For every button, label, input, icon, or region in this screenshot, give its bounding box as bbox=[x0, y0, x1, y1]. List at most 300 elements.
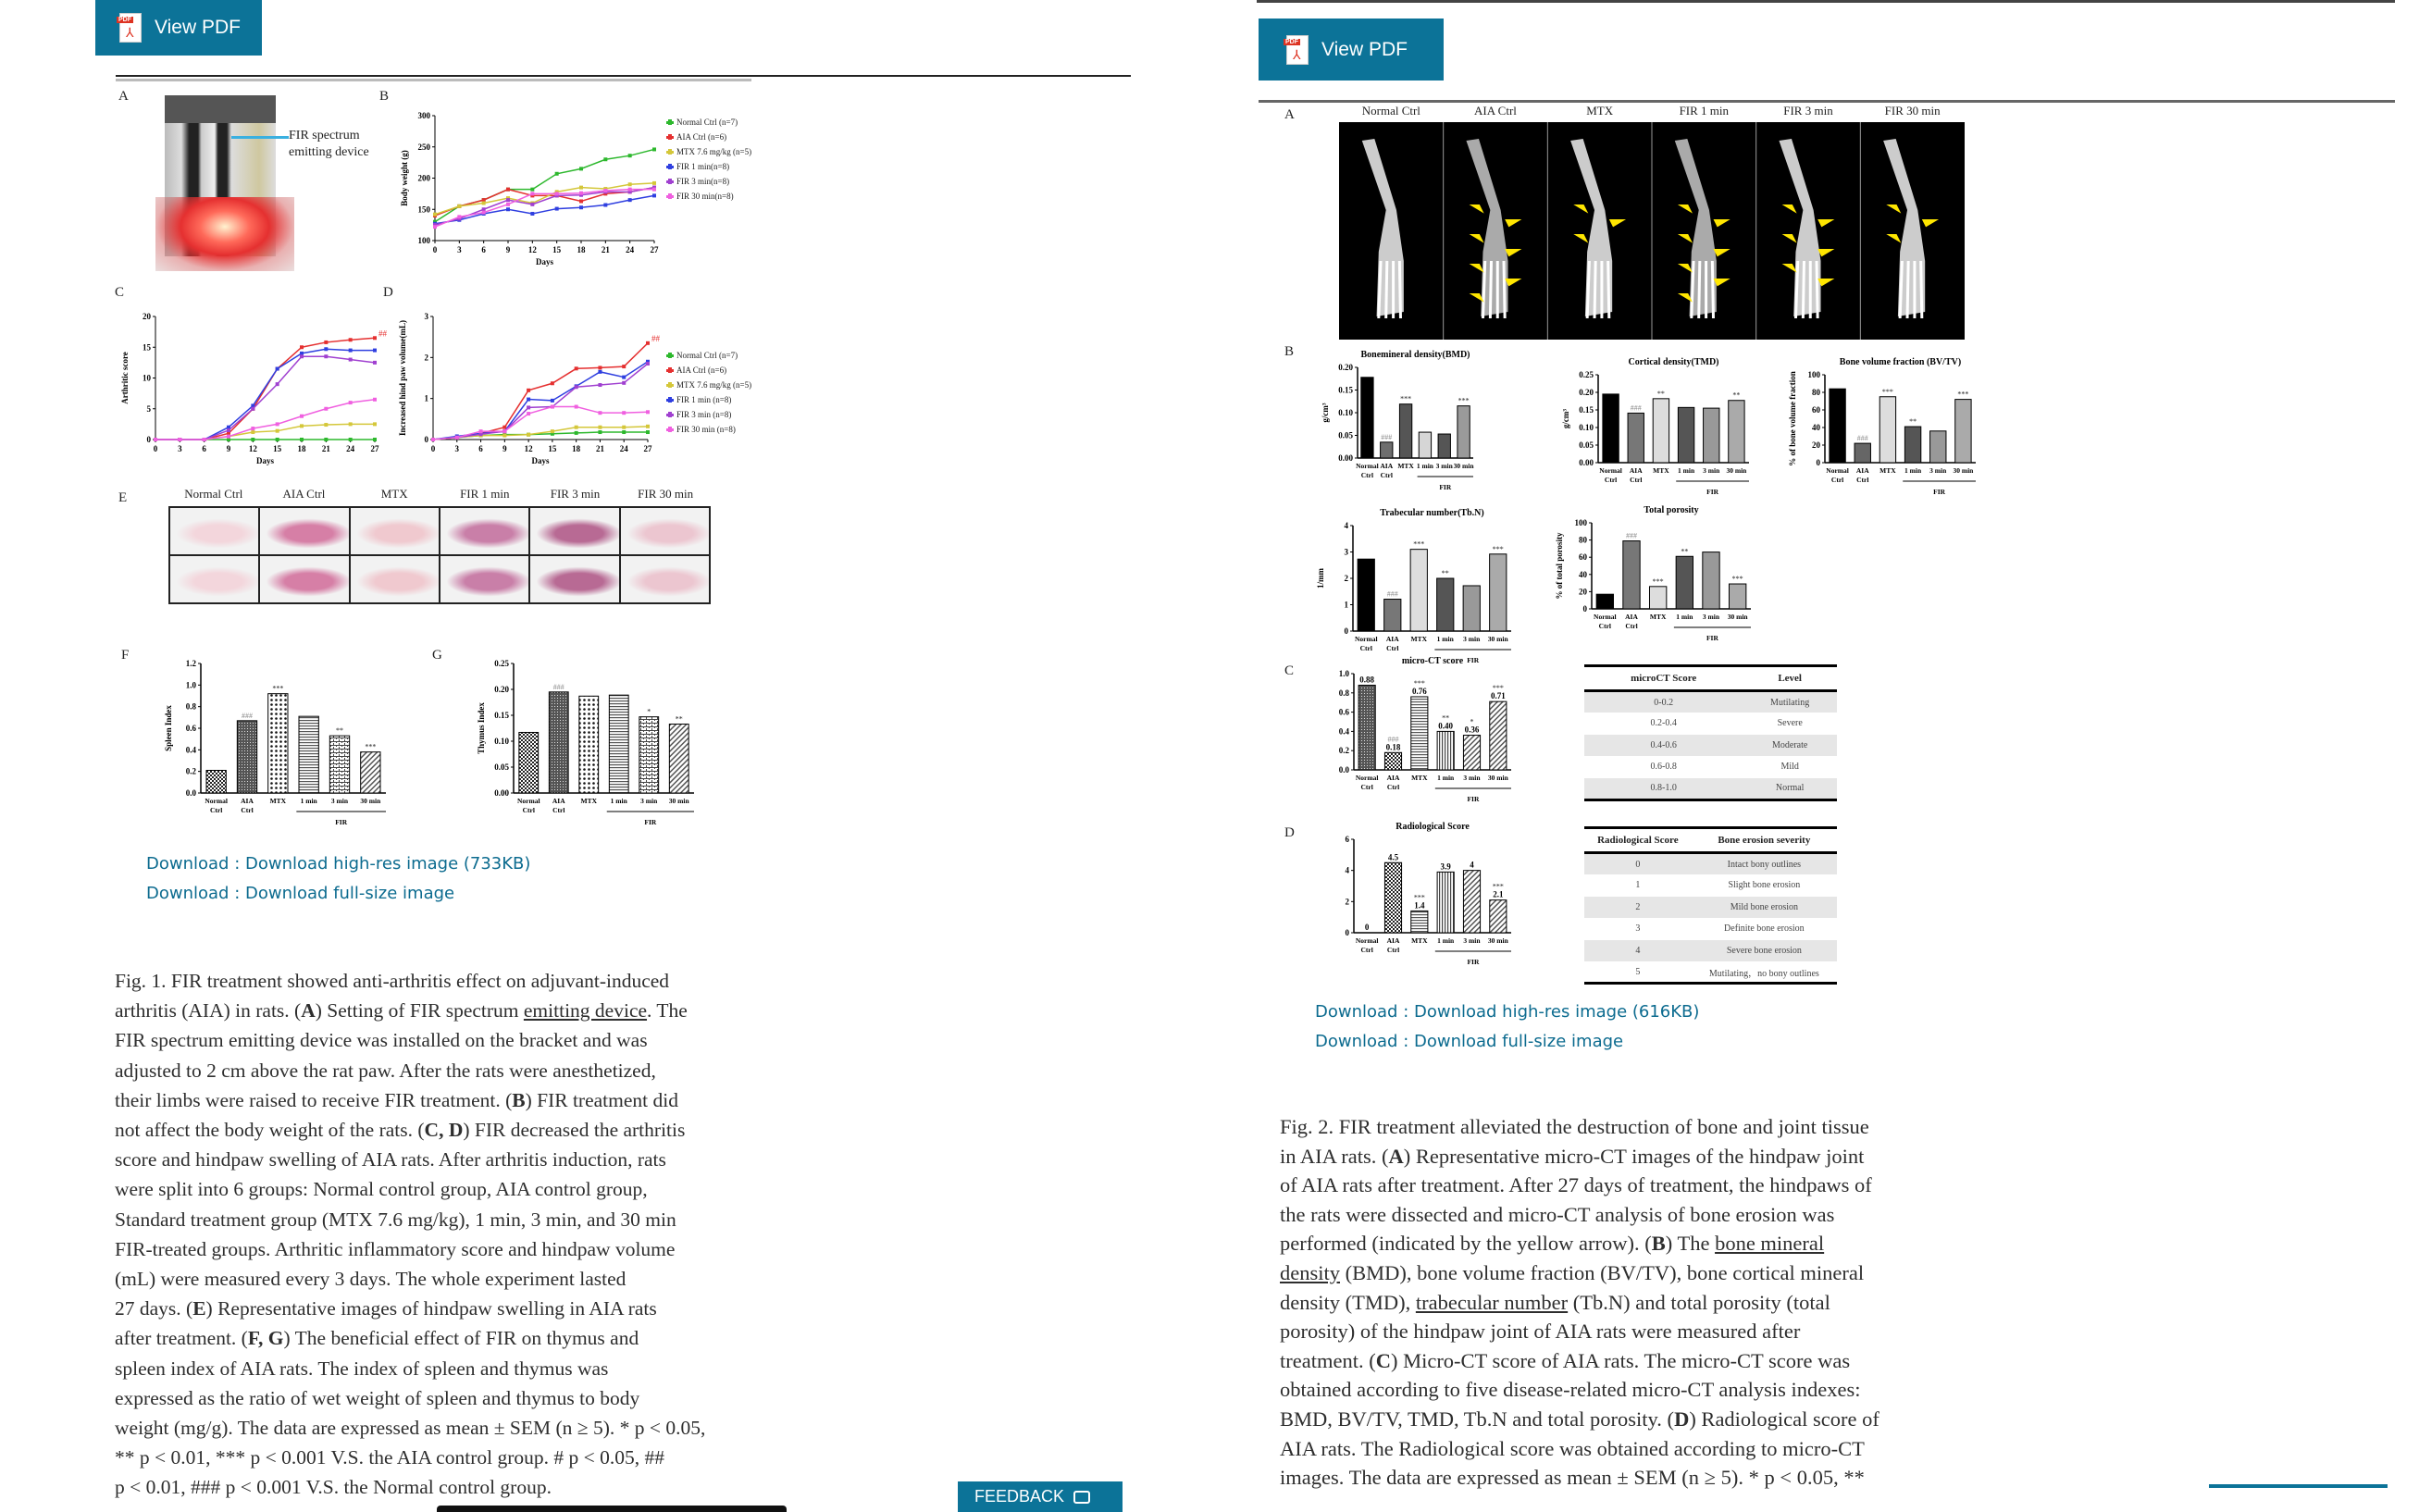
bar bbox=[1955, 400, 1971, 463]
y-tick-label: 300 bbox=[417, 111, 430, 120]
category-label: Normal bbox=[1354, 635, 1378, 643]
data-point bbox=[555, 192, 559, 195]
caption-text: after treatment. ( bbox=[115, 1327, 248, 1350]
value-label: 2.1 bbox=[1493, 889, 1504, 899]
download-full-size-link[interactable]: Download : Download full-size image bbox=[1315, 1032, 1624, 1051]
y-tick-label: 20 bbox=[143, 312, 151, 321]
caption-text: spleen index of AIA rats. The index of spleen and thymus was bbox=[115, 1357, 609, 1380]
category-label: MTX bbox=[1411, 936, 1428, 945]
data-point bbox=[300, 354, 304, 358]
caption-line bbox=[1280, 1288, 1879, 1318]
download-full-size-link[interactable]: Download : Download full-size image bbox=[146, 884, 455, 903]
y-tick-label: 1.2 bbox=[185, 659, 196, 668]
caption-text: ** p < 0.01, *** p < 0.001 V.S. the AIA control group. # p < 0.05, ## bbox=[115, 1446, 664, 1469]
caption-text: the rats were dissected and micro-CT analysis of bone erosion was bbox=[1280, 1202, 1835, 1226]
significance-label: *** bbox=[1492, 882, 1504, 891]
category-label: Normal bbox=[1356, 462, 1379, 470]
category-label: AIA bbox=[1625, 613, 1638, 621]
data-point bbox=[652, 188, 656, 192]
data-point bbox=[300, 345, 304, 349]
data-point bbox=[506, 203, 510, 206]
x-tick-label: 6 bbox=[478, 444, 483, 453]
x-axis-label: Days bbox=[531, 456, 550, 465]
chart-title: Cortical density(TMD) bbox=[1628, 357, 1719, 367]
fir-device-photo bbox=[165, 95, 276, 256]
x-tick-label: 27 bbox=[370, 444, 379, 453]
data-point bbox=[622, 376, 626, 379]
bar bbox=[1830, 389, 1845, 463]
bar bbox=[609, 695, 628, 793]
y-tick-label: 0.2 bbox=[1338, 746, 1349, 756]
table-row bbox=[1584, 713, 1837, 735]
group-header: FIR 30 min bbox=[638, 487, 694, 501]
table-cell: 3 bbox=[1635, 923, 1641, 935]
y-tick-label: 0.25 bbox=[1579, 370, 1594, 379]
category-label: Ctrl bbox=[1360, 471, 1374, 479]
bar bbox=[1381, 442, 1393, 458]
data-point bbox=[603, 204, 607, 207]
glossary-link[interactable]: trabecular number bbox=[1415, 1290, 1569, 1314]
category-label: AIA bbox=[552, 797, 565, 805]
value-label: 0.18 bbox=[1385, 742, 1401, 752]
caption-line bbox=[115, 1472, 705, 1502]
caption-line bbox=[1280, 1375, 1879, 1405]
significance-label: *** bbox=[1881, 387, 1893, 396]
table-row bbox=[1584, 735, 1837, 757]
digit-bone bbox=[1399, 261, 1400, 318]
y-tick-label: 1 bbox=[424, 393, 428, 403]
y-tick-label: 0.4 bbox=[1338, 726, 1349, 737]
x-tick-label: 15 bbox=[552, 245, 562, 254]
data-point bbox=[530, 192, 534, 195]
hindpaw-photo bbox=[621, 508, 709, 554]
paw-volume-chart bbox=[387, 307, 660, 472]
caption-line bbox=[1280, 1171, 1879, 1200]
y-tick-label: 5 bbox=[146, 403, 151, 414]
bar bbox=[1438, 434, 1450, 458]
category-label: 1 min bbox=[1678, 466, 1695, 475]
table-cell: Severe bone erosion bbox=[1692, 940, 1837, 962]
data-point bbox=[622, 365, 626, 368]
y-tick-label: 40 bbox=[1579, 569, 1587, 579]
chart-title: Radiological Score bbox=[1396, 822, 1470, 832]
category-label: 30 min bbox=[1453, 462, 1474, 470]
caption-line bbox=[115, 1145, 705, 1174]
data-point bbox=[579, 199, 583, 203]
y-tick-label: 0.25 bbox=[494, 659, 509, 668]
micro-ct-score-chart bbox=[1311, 651, 1515, 809]
caption-text: (BMD), bone volume fraction (BV/TV), bone cortical mineral bbox=[1340, 1260, 1865, 1284]
category-label: Ctrl bbox=[210, 806, 223, 814]
y-tick-label: 2 bbox=[424, 353, 428, 363]
view-pdf-label: View PDF bbox=[155, 17, 241, 38]
data-point bbox=[324, 423, 328, 427]
caption-text: D bbox=[1674, 1407, 1690, 1431]
significance-label: *** bbox=[1731, 575, 1743, 584]
data-point bbox=[527, 405, 530, 409]
category-label: 1 min bbox=[1436, 635, 1454, 643]
chart-title: Bonemineral density(BMD) bbox=[1360, 350, 1470, 360]
caption-text: porosity) of the hindpaw joint of AIA rats were measured after bbox=[1280, 1320, 1801, 1344]
table-cell: 4 bbox=[1584, 940, 1692, 962]
y-tick-label: 0.00 bbox=[1338, 453, 1353, 463]
tmd-chart bbox=[1556, 353, 1753, 502]
x-tick-label: 12 bbox=[527, 245, 537, 254]
data-point bbox=[455, 436, 459, 440]
data-point bbox=[622, 430, 626, 434]
category-label: 3 min bbox=[1929, 466, 1947, 475]
significance-label: ### bbox=[1626, 531, 1637, 540]
category-label: 3 min bbox=[330, 797, 349, 805]
caption-text: images. The data are expressed as mean ± SEM (n ≥ 5). * p < 0.05, ** bbox=[1280, 1466, 1865, 1490]
category-label: 3 min bbox=[1463, 774, 1481, 782]
caption-text: (mL) were measured every 3 days. The whole experiment lasted bbox=[115, 1268, 626, 1291]
caption-text: Fig. 1. FIR treatment showed anti-arthritis effect on adjuvant-induced bbox=[115, 970, 670, 992]
y-tick-label: 100 bbox=[417, 236, 430, 245]
data-point bbox=[276, 382, 279, 386]
group-label: FIR bbox=[644, 818, 657, 826]
table-row bbox=[1584, 756, 1837, 778]
bar bbox=[1623, 541, 1640, 609]
y-tick-label: 100 bbox=[1807, 370, 1820, 379]
glossary-link[interactable]: bone mineral bbox=[1715, 1232, 1825, 1256]
category-label: 1 min bbox=[1437, 936, 1455, 945]
total-porosity-chart bbox=[1549, 501, 1755, 648]
caption-text: AIA rats. The Radiological score was obtained according to micro-CT bbox=[1280, 1436, 1865, 1460]
bar bbox=[1410, 550, 1427, 631]
table-row bbox=[1584, 918, 1837, 940]
caption-line bbox=[1280, 1434, 1879, 1464]
data-point bbox=[575, 426, 578, 429]
bar bbox=[1703, 552, 1719, 609]
data-point bbox=[276, 438, 279, 441]
bar bbox=[579, 696, 599, 793]
category-label: AIA bbox=[1385, 635, 1399, 643]
category-label: MTX bbox=[1410, 635, 1427, 643]
group-header: FIR 3 min bbox=[1783, 104, 1833, 118]
y-tick-label: 0.20 bbox=[1579, 388, 1594, 397]
y-tick-label: 0.0 bbox=[1338, 765, 1349, 775]
series-line bbox=[155, 400, 375, 440]
feedback-button[interactable] bbox=[958, 1481, 1123, 1512]
hindpaw-photo bbox=[530, 508, 618, 554]
y-tick-label: 2 bbox=[1345, 897, 1349, 907]
digit-bone bbox=[1490, 261, 1491, 318]
bar bbox=[549, 692, 568, 793]
data-point bbox=[652, 181, 656, 185]
category-label: Ctrl bbox=[1386, 644, 1399, 652]
data-point bbox=[324, 438, 328, 441]
caption-text: their limbs were raised to receive FIR treatment. ( bbox=[115, 1088, 513, 1111]
x-tick-label: 3 bbox=[457, 245, 462, 254]
category-label: 3 min bbox=[1463, 936, 1481, 945]
value-label: 0.71 bbox=[1490, 691, 1506, 701]
bar bbox=[1649, 587, 1666, 609]
caption-text: Fig. 2. FIR treatment alleviated the destruction of bone and joint tissue bbox=[1280, 1115, 1869, 1138]
y-tick-label: 0.15 bbox=[1338, 385, 1353, 395]
category-label: MTX bbox=[269, 797, 287, 805]
caption-text: in AIA rats. ( bbox=[1280, 1144, 1389, 1168]
table-cell: Moderate bbox=[1743, 735, 1837, 757]
panel-label-c: C bbox=[115, 285, 125, 300]
data-point bbox=[622, 411, 626, 415]
legend-item: MTX 7.6 mg/kg (n=5) bbox=[666, 378, 751, 392]
caption-text: expressed as the ratio of wet weight of spleen and thymus to body bbox=[115, 1386, 640, 1409]
caption-text: A bbox=[1388, 1144, 1404, 1168]
data-point bbox=[527, 412, 530, 415]
x-tick-label: 6 bbox=[202, 444, 206, 453]
x-tick-label: 21 bbox=[321, 444, 330, 453]
x-tick-label: 18 bbox=[572, 444, 581, 453]
category-label: Ctrl bbox=[1380, 471, 1393, 479]
y-tick-label: 60 bbox=[1812, 405, 1820, 415]
bvtv-chart bbox=[1782, 353, 1979, 502]
thymus-index-chart bbox=[471, 656, 698, 832]
data-point bbox=[555, 172, 559, 176]
data-point bbox=[433, 213, 437, 217]
category-label: Ctrl bbox=[1598, 622, 1611, 630]
value-label: 0.76 bbox=[1411, 686, 1427, 696]
category-label: 30 min bbox=[1487, 774, 1508, 782]
data-point bbox=[373, 438, 377, 441]
legend-item: FIR 3 min(n=8) bbox=[666, 174, 751, 189]
group-header: FIR 30 min bbox=[1884, 104, 1941, 118]
bar bbox=[1384, 862, 1401, 933]
x-tick-label: 6 bbox=[481, 245, 486, 254]
legend-item: FIR 1 min(n=8) bbox=[666, 159, 751, 174]
caption-line bbox=[1280, 1258, 1879, 1288]
data-point bbox=[628, 198, 632, 202]
group-label: FIR bbox=[1467, 958, 1480, 966]
significance-label: *** bbox=[1413, 893, 1425, 902]
y-tick-label: 0.00 bbox=[494, 788, 509, 798]
data-point bbox=[603, 189, 607, 192]
y-tick-label: 0.05 bbox=[494, 762, 509, 772]
glossary-link[interactable]: density bbox=[1280, 1260, 1340, 1284]
x-tick-label: 3 bbox=[178, 444, 182, 453]
caption-line bbox=[115, 1413, 705, 1443]
data-point bbox=[646, 341, 650, 345]
hindpaw-photo bbox=[351, 556, 439, 602]
category-label: Ctrl bbox=[241, 806, 254, 814]
significance-label: ### bbox=[242, 711, 253, 720]
category-label: AIA bbox=[1380, 462, 1394, 470]
caption-text: obtained according to five disease-related micro-CT analysis indexes: bbox=[1280, 1378, 1861, 1402]
y-tick-label: 100 bbox=[1574, 518, 1587, 527]
panel-label-a: A bbox=[118, 89, 129, 104]
data-point bbox=[506, 198, 510, 202]
caption-line bbox=[115, 1025, 705, 1055]
caption-text: E bbox=[192, 1297, 206, 1320]
data-point bbox=[506, 188, 510, 192]
group-header: AIA Ctrl bbox=[282, 487, 326, 501]
value-label: 4.5 bbox=[1387, 852, 1399, 862]
series-line bbox=[433, 343, 648, 440]
hindpaw-photo-grid bbox=[168, 506, 711, 604]
significance-label: *** bbox=[272, 684, 284, 693]
table-cell: Slight bone erosion bbox=[1728, 880, 1801, 891]
caption-text: not affect the body weight of the rats. ( bbox=[115, 1119, 425, 1142]
device-label: emitting device bbox=[289, 145, 369, 159]
radiological-score-chart bbox=[1311, 817, 1515, 972]
group-label: FIR bbox=[1706, 634, 1718, 642]
table-cell: 1 bbox=[1635, 880, 1641, 891]
category-label: 1 min bbox=[610, 797, 627, 805]
y-axis-label: Spleen Index bbox=[164, 705, 173, 751]
panel-label-g: G bbox=[432, 648, 442, 663]
spleen-index-chart bbox=[158, 656, 390, 832]
download-high-res-link[interactable]: Download : Download high-res image (616KB) bbox=[1315, 1002, 1700, 1022]
y-tick-label: 1.0 bbox=[185, 680, 196, 690]
x-axis-label: Days bbox=[255, 456, 275, 465]
horizontal-scrollbar[interactable] bbox=[437, 1506, 787, 1512]
significance-label: *** bbox=[1957, 390, 1969, 399]
bar bbox=[1437, 578, 1454, 631]
y-axis-label: Arthritic score bbox=[120, 352, 130, 404]
significance-label: * bbox=[1470, 717, 1474, 726]
chart-title: micro-CT score bbox=[1401, 656, 1464, 666]
bar bbox=[206, 771, 226, 794]
x-tick-label: 3 bbox=[454, 444, 460, 453]
y-tick-label: 0.20 bbox=[494, 685, 509, 694]
y-tick-label: 0.15 bbox=[1579, 405, 1594, 415]
y-tick-label: 0 bbox=[1816, 458, 1820, 467]
bar bbox=[1399, 404, 1411, 458]
panel-label-b: B bbox=[1284, 344, 1295, 359]
category-label: Normal bbox=[1826, 466, 1849, 475]
bar bbox=[1437, 872, 1454, 933]
data-point bbox=[530, 203, 534, 206]
download-high-res-link[interactable]: Download : Download high-res image (733KB) bbox=[146, 854, 531, 874]
significance-label: ### bbox=[1630, 403, 1642, 413]
significance-label: ** bbox=[1909, 417, 1917, 427]
category-label: AIA bbox=[241, 797, 254, 805]
series-line bbox=[435, 183, 654, 215]
data-point bbox=[324, 354, 328, 358]
table-cell: Mild bone erosion bbox=[1692, 897, 1837, 919]
data-point bbox=[227, 428, 230, 432]
legend-item: Normal Ctrl (n=7) bbox=[666, 115, 751, 130]
bar bbox=[1411, 911, 1428, 933]
category-label: Ctrl bbox=[552, 806, 565, 814]
y-tick-label: 15 bbox=[143, 342, 151, 353]
y-tick-label: 0.15 bbox=[494, 711, 509, 720]
caption-line bbox=[1280, 1317, 1879, 1346]
caption-line bbox=[1280, 1142, 1879, 1171]
group-header: FIR 1 min bbox=[1679, 104, 1730, 118]
bar bbox=[1384, 752, 1401, 770]
panel-label-e: E bbox=[118, 490, 128, 505]
data-point bbox=[276, 429, 279, 433]
legend-item: AIA Ctrl (n=6) bbox=[666, 363, 751, 378]
caption-text: adjusted to 2 cm above the rat paw. After the rats were anesthetized, bbox=[115, 1059, 656, 1082]
legend-item: AIA Ctrl (n=6) bbox=[666, 130, 751, 144]
category-label: 30 min bbox=[1726, 466, 1747, 475]
data-point bbox=[373, 422, 377, 426]
table-cell: Definite bone erosion bbox=[1724, 923, 1805, 935]
caption-text: ) The beneficial effect of FIR on thymus and bbox=[283, 1327, 639, 1350]
caption-text: ) The bbox=[1665, 1232, 1716, 1256]
y-tick-label: 60 bbox=[1579, 552, 1587, 563]
x-tick-label: 24 bbox=[619, 444, 628, 453]
category-label: 1 min bbox=[1416, 462, 1433, 470]
caption-line bbox=[115, 966, 705, 996]
figure-2-caption bbox=[1280, 1112, 1879, 1493]
caption-text: ) FIR treatment did bbox=[525, 1088, 678, 1111]
x-tick-label: 9 bbox=[502, 444, 507, 453]
table-cell: 0.6-0.8 bbox=[1650, 762, 1677, 773]
trabecular-number-chart bbox=[1310, 503, 1515, 670]
panel-label-d: D bbox=[383, 285, 393, 300]
category-label: 30 min bbox=[1953, 466, 1974, 475]
data-point bbox=[251, 427, 254, 430]
digit-bone bbox=[1712, 261, 1713, 318]
data-point bbox=[652, 147, 656, 151]
panel-label-b: B bbox=[379, 89, 390, 104]
legend-paw-volume bbox=[666, 348, 751, 437]
significance-label: ** bbox=[1656, 389, 1665, 398]
caption-text: C, D bbox=[424, 1119, 464, 1142]
feedback-label: FEEDBACK bbox=[974, 1487, 1065, 1506]
data-point bbox=[551, 399, 554, 403]
bar bbox=[1653, 399, 1668, 463]
y-tick-label: 0 bbox=[146, 435, 151, 444]
column-header: microCT Score bbox=[1584, 666, 1743, 691]
data-point bbox=[527, 433, 530, 437]
category-label: 30 min bbox=[1487, 936, 1508, 945]
figure-1-caption bbox=[115, 966, 705, 1503]
caption-line bbox=[115, 1234, 705, 1264]
digit-bone bbox=[1803, 261, 1804, 318]
data-point bbox=[349, 358, 353, 362]
x-tick-label: 12 bbox=[524, 444, 533, 453]
significance-label: ** bbox=[1442, 713, 1450, 723]
data-point bbox=[324, 407, 328, 411]
significance-label: ** bbox=[1441, 569, 1449, 577]
bar bbox=[1628, 413, 1644, 463]
significance-label: *** bbox=[1413, 539, 1425, 549]
caption-text: arthritis (AIA) in rats. ( bbox=[115, 999, 302, 1022]
data-point bbox=[598, 370, 602, 374]
table-cell: 5 bbox=[1584, 961, 1692, 984]
bar bbox=[1463, 586, 1480, 631]
data-point bbox=[373, 349, 377, 353]
data-point bbox=[579, 167, 583, 170]
caption-line bbox=[115, 1264, 705, 1294]
data-point bbox=[373, 336, 377, 340]
body-weight-chart bbox=[389, 106, 664, 273]
category-label: 1 min bbox=[1904, 466, 1922, 475]
y-tick-label: 0.6 bbox=[1338, 707, 1349, 717]
caption-text: p < 0.01, ### p < 0.001 V.S. the Normal control group. bbox=[115, 1476, 552, 1499]
y-tick-label: 0 bbox=[1582, 604, 1587, 613]
significance-label: ### bbox=[1856, 434, 1868, 443]
y-tick-label: 6 bbox=[1345, 835, 1349, 844]
chart-title: Trabecular number(Tb.N) bbox=[1380, 508, 1484, 518]
data-point bbox=[622, 426, 626, 429]
table-cell: 0.8-1.0 bbox=[1584, 778, 1743, 800]
bar bbox=[1729, 584, 1745, 609]
data-point bbox=[373, 361, 377, 365]
glossary-link[interactable]: emitting device bbox=[523, 999, 648, 1022]
x-tick-label: 18 bbox=[577, 245, 586, 254]
x-tick-label: 9 bbox=[505, 245, 511, 254]
caption-line bbox=[1280, 1346, 1879, 1376]
y-tick-label: 250 bbox=[417, 142, 430, 152]
data-point bbox=[628, 188, 632, 192]
bar bbox=[1904, 427, 1920, 463]
group-header: MTX bbox=[1586, 104, 1614, 118]
